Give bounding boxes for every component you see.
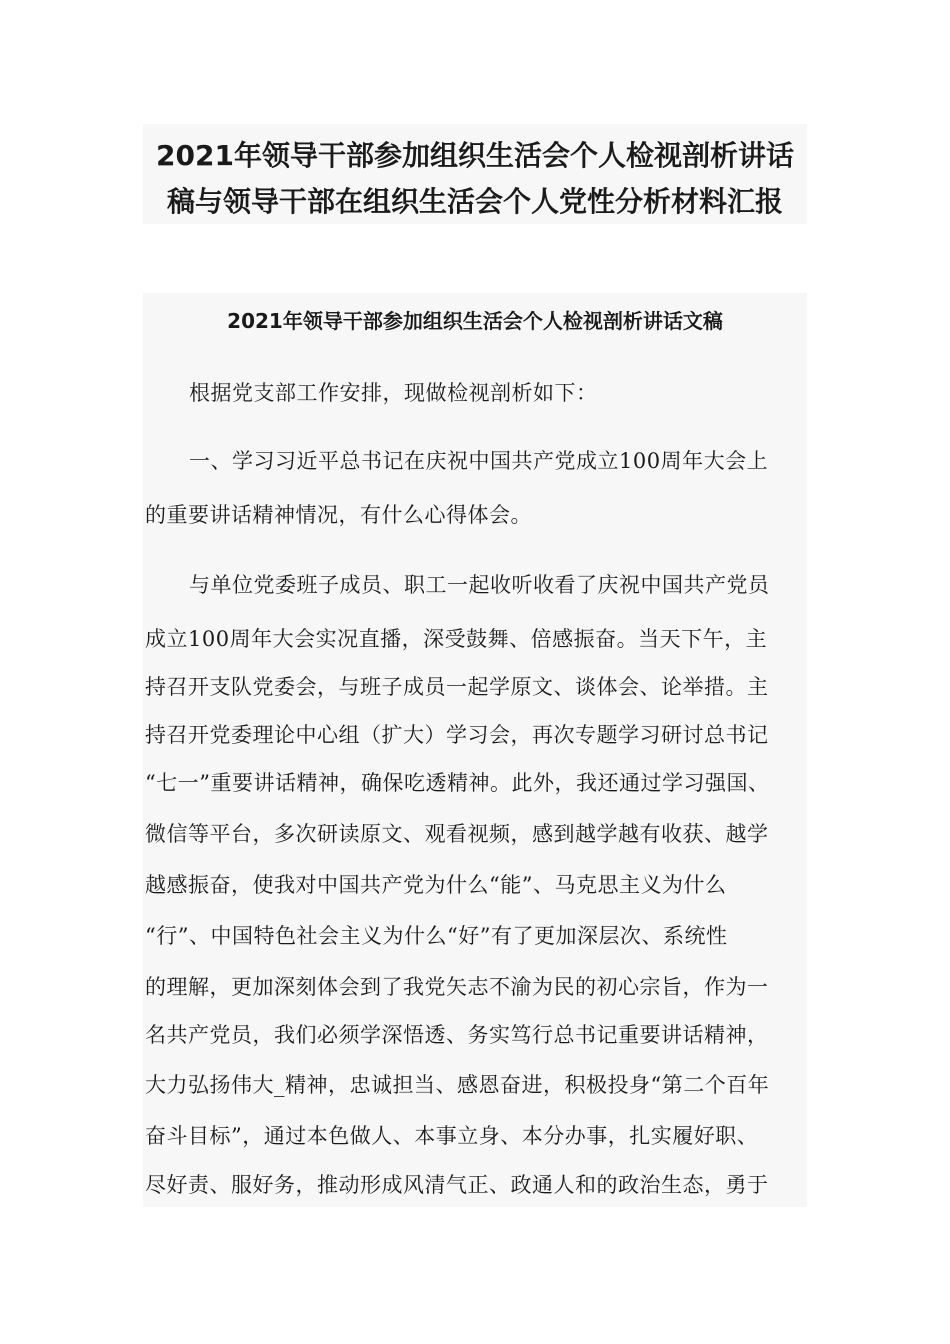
paragraph-line: 的重要讲话精神情况，有什么心得体会。: [145, 503, 532, 527]
document-title-line-2: 稿与领导干部在组织生活会个人党性分析材料汇报: [166, 185, 783, 218]
document-title-line-1: 2021年领导干部参加组织生活会个人检视剖析讲话: [156, 139, 794, 172]
section-heading: 2021年领导干部参加组织生活会个人检视剖析讲话文稿: [227, 309, 723, 333]
paragraph-line: 越感振奋，使我对中国共产党为什么“能”、马克思主义为什么: [145, 873, 727, 897]
paragraph-line: 持召开支队党委会，与班子成员一起学原文、谈体会、论举措。主: [145, 675, 769, 699]
document-body: [143, 293, 807, 1207]
paragraph-line: 与单位党委班子成员、职工一起收听收看了庆祝中国共产党员: [189, 573, 770, 597]
paragraph-line: 大力弘扬伟大_精神，忠诚担当、感恩奋进，积极投身“第二个百年: [145, 1073, 770, 1097]
paragraph-line: 持召开党委理论中心组（扩大）学习会，再次专题学习研讨总书记: [145, 723, 769, 747]
paragraph-line: 的理解，更加深刻体会到了我党矢志不渝为民的初心宗旨，作为一: [145, 975, 769, 999]
paragraph-line: 一、学习习近平总书记在庆祝中国共产党成立100周年大会上: [189, 449, 769, 473]
paragraph-line: 微信等平台，多次研读原文、观看视频，感到越学越有收获、越学: [145, 822, 769, 846]
paragraph-line: “行”、中国特色社会主义为什么“好”有了更加深层次、系统性: [145, 924, 728, 948]
document-title-block: [143, 124, 807, 224]
paragraph-line: 奋斗目标”，通过本色做人、本事立身、本分办事，扎实履好职、: [145, 1124, 759, 1148]
paragraph-line: “七一”重要讲话精神，确保吃透精神。此外，我还通过学习强国、: [145, 771, 770, 795]
paragraph-line: 名共产党员，我们必须学深悟透、务实笃行总书记重要讲话精神，: [145, 1023, 769, 1047]
paragraph-line: 尽好责、服好务，推动形成风清气正、政通人和的政治生态，勇于: [145, 1173, 769, 1197]
paragraph-line: 成立100周年大会实况直播，深受鼓舞、倍感振奋。当天下午，主: [145, 627, 768, 651]
paragraph-line: 根据党支部工作安排，现做检视剖析如下：: [189, 381, 598, 405]
